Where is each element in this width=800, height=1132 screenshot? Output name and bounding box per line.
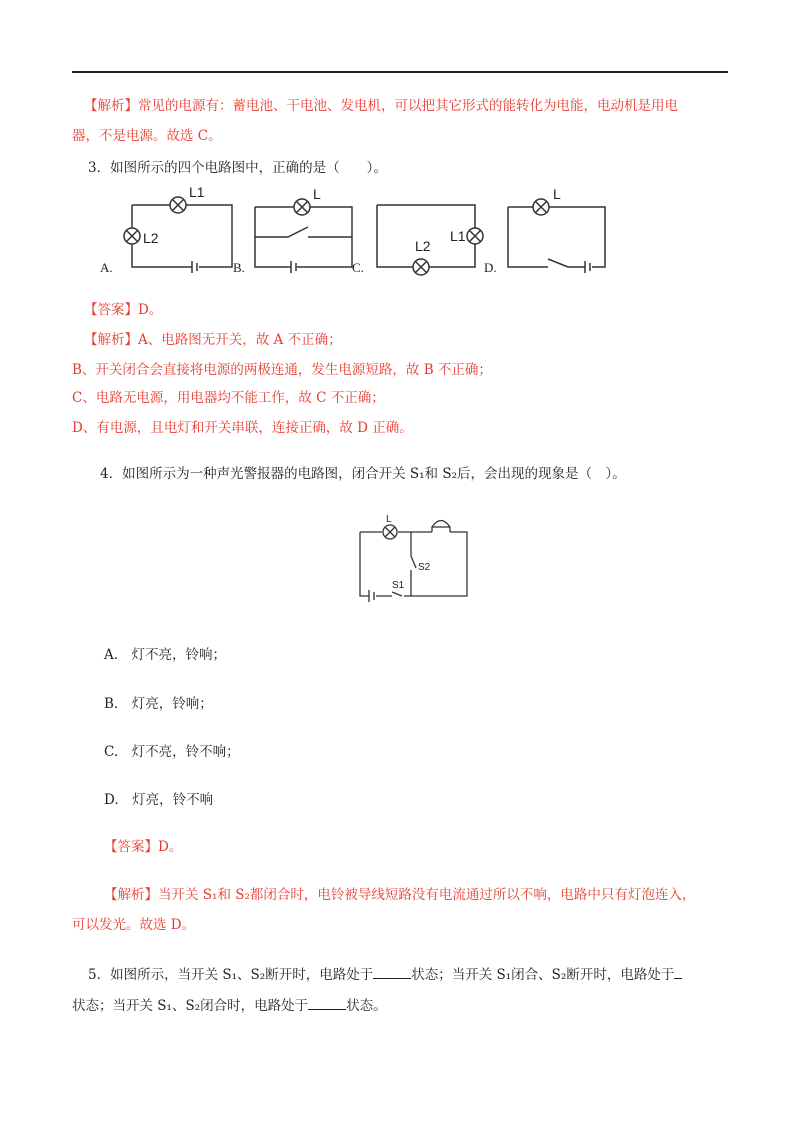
q3-analysis-line: 【解析】A、电路图无开关，故 A 不正确； <box>84 332 342 348</box>
label-l: L <box>313 186 321 202</box>
label-l2: L2 <box>415 238 431 254</box>
lamp-label: L <box>386 514 392 525</box>
q5-line2: 状态；当开关 S₁、S₂闭合时，电路处于 状态。 <box>72 995 387 1015</box>
q3-option-d: D. <box>484 260 497 275</box>
q3-analysis-line: C、电路无电源，用电器均不能工作，故 C 不正确； <box>72 390 385 406</box>
label-l1: L1 <box>450 228 466 244</box>
q4-option-d: D. 灯亮，铃不响 <box>104 792 214 808</box>
header-rule <box>72 71 728 73</box>
q4-alarm-circuit <box>352 508 477 608</box>
label-l: L <box>553 186 561 202</box>
q4-option-b: B. 灯亮，铃响； <box>104 696 213 712</box>
q3-answer: 【答案】D。 <box>84 302 163 318</box>
label-l2: L2 <box>143 230 159 246</box>
blank-1 <box>373 964 411 979</box>
q4-answer: 【答案】D。 <box>104 839 183 855</box>
analysis-tag: 【解析】 <box>104 887 158 903</box>
q4-option-c: C. 灯不亮，铃不响； <box>104 744 240 760</box>
switch-s1-label: S1 <box>392 580 405 591</box>
q3-option-b: B. <box>233 260 245 275</box>
q2-analysis-line2: 器，不是电源。故选 C。 <box>72 128 222 144</box>
analysis-tag: 【解析】 <box>84 98 138 114</box>
label-l1: L1 <box>189 184 205 200</box>
q2-analysis-line1: 【解析】常见的电源有：蓄电池、干电池、发电机，可以把其它形式的能转化为电能，电动机是用电 <box>84 98 678 114</box>
q4-option-a: A. 灯不亮，铃响； <box>104 647 227 663</box>
q3-stem: 3．如图所示的四个电路图中，正确的是（ ）。 <box>88 160 387 176</box>
q4-stem: 4．如图所示为一种声光警报器的电路图，闭合开关 S₁和 S₂后，会出现的现象是（ ）。 <box>100 466 626 482</box>
q5-line1: 5．如图所示，当开关 S₁、S₂断开时，电路处于 状态；当开关 S₁闭合、S₂断开时，电路处于 <box>88 964 682 984</box>
q4-analysis-line2: 可以发光。故选 D。 <box>72 917 196 933</box>
q3-option-a: A. <box>100 260 113 275</box>
q3-option-c: C. <box>352 260 364 275</box>
q4-analysis-line1: 【解析】当开关 S₁和 S₂都闭合时，电铃被导线短路没有电流通过所以不响，电路中只有灯泡连入， <box>104 887 696 903</box>
q3-analysis-line: D、有电源，且电灯和开关串联，连接正确，故 D 正确。 <box>72 420 413 436</box>
q3-analysis-line: B、开关闭合会直接将电源的两极连通，发生电源短路，故 B 不正确； <box>72 362 492 378</box>
blank-3 <box>308 995 346 1010</box>
switch-s2-label: S2 <box>418 562 431 573</box>
blank-2 <box>674 964 682 979</box>
